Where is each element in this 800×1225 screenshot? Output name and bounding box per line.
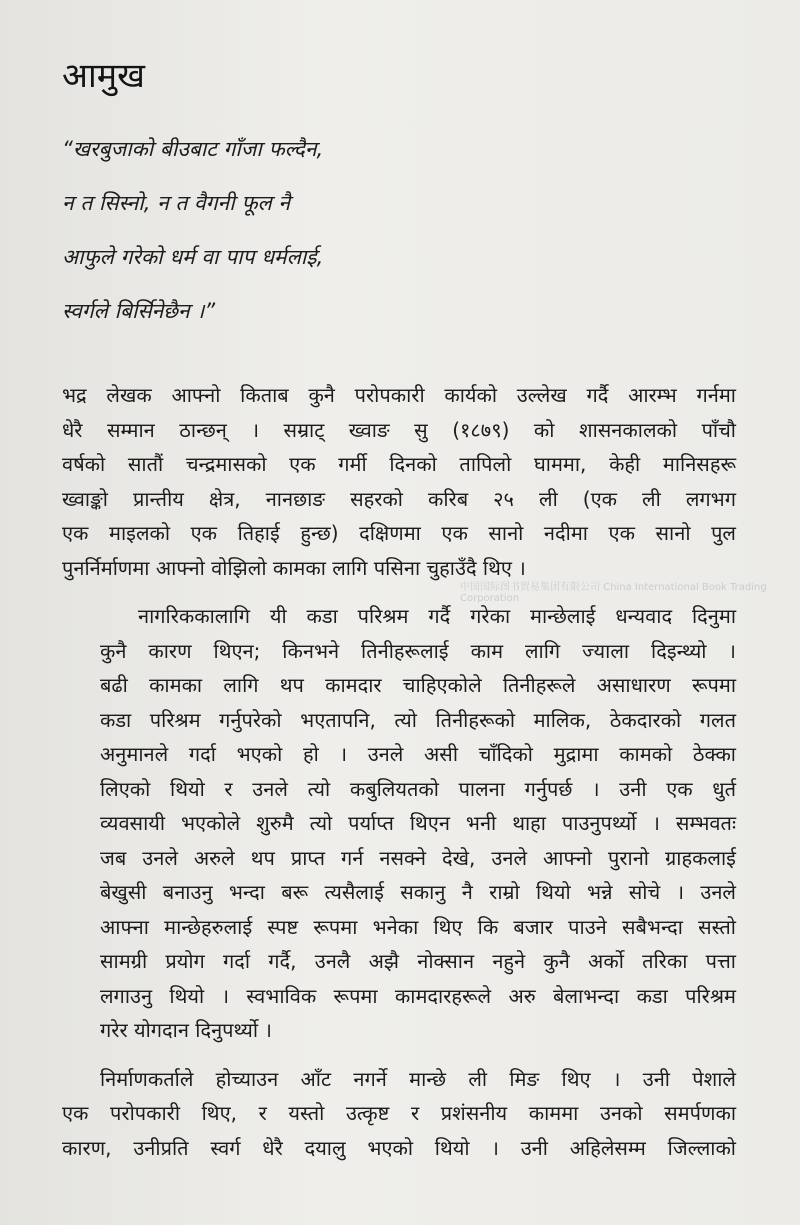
publisher-watermark: 中国国际图书贸易集团有限公司 China International Book Trading Corporation <box>460 582 767 604</box>
epigraph-poem <box>62 122 736 338</box>
text-line: धेरै सम्मान ठान्छन् । सम्राट् ख्वाङ सु (१८७९) को शासनकालको पाँचौ <box>62 417 736 442</box>
text-line: कडा परिश्रम गर्नुपरेको भएतापनि, त्यो तिनीहरूको मालिक, ठेकदारको गलत <box>100 707 736 732</box>
text-line: अनुमानले गर्दा भएको हो । उनले असी चाँदिको मुद्रामा कामको ठेक्का <box>100 742 736 766</box>
text-line: वर्षको सातौं चन्द्रमासको एक गर्मी दिनको तापिलो घाममा, केही मानिसहरू <box>62 452 736 476</box>
poem-line: न त सिस्नो, न त वैगनी फूल नै <box>62 191 291 215</box>
text-line: कारण, उनीप्रति स्वर्ग धेरै दयालु भएको थियो । उनी अहिलेसम्म जिल्लाको <box>62 1135 736 1160</box>
text-line: निर्माणकर्ताले होच्याउन आँट नगर्ने मान्छे ली मिङ थिए । उनी पेशाले <box>100 1066 736 1091</box>
text-line: व्यवसायी भएकोले शुरुमै त्यो पर्याप्त थिएन भनी थाहा पाउनुपर्थ्यो । सम्भवतः <box>100 811 736 835</box>
text-line: ख्वाङ्को प्रान्तीय क्षेत्र, नानछाङ सहरको करिब २५ ली (एक ली लगभग <box>62 486 736 511</box>
text-line: कुनै कारण थिएन; किनभने तिनीहरूलाई काम लागि ज्याला दिइन्थ्यो । <box>100 638 736 663</box>
page-title: आमुख <box>62 56 145 96</box>
text-line: एक परोपकारी थिए, र यस्तो उत्कृष्ट र प्रशंसनीय काममा उनको समर्पणका <box>62 1101 736 1125</box>
text-line: बढी कामका लागि थप कामदार चाहिएकोले तिनीहरूले असाधारण रूपमा <box>100 673 736 697</box>
poem-line: स्वर्गले बिर्सिनेछैन ।” <box>62 299 216 323</box>
text-line: लिएको थियो र उनले त्यो कबुलियतको पालना गर्नुपर्छ । उनी एक धुर्त <box>100 776 736 801</box>
text-line: आफ्ना मान्छेहरुलाई स्पष्ट रूपमा भनेका थिए कि बजार पाउने सबैभन्दा सस्तो <box>100 914 736 939</box>
text-line: पुनर्निर्माणमा आफ्नो वोझिलो कामका लागि पसिना चुहाउँदै थिए । <box>62 555 526 580</box>
text-line: एक माइलको एक तिहाई हुन्छ) दक्षिणमा एक सानो नदीमा एक सानो पुल <box>62 521 736 545</box>
text-line: गरेर योगदान दिनुपर्थ्यो । <box>100 1018 272 1042</box>
text-line: भद्र लेखक आफ्नो किताब कुनै परोपकारी कार्यको उल्लेख गर्दै आरम्भ गर्नमा <box>62 383 736 407</box>
text-line: लगाउनु थियो । स्वभाविक रूपमा कामदारहरूले अरु बेलाभन्दा कडा परिश्रम <box>100 983 736 1008</box>
text-line: नागरिककालागि यी कडा परिश्रम गर्दै गरेका मान्छेलाई धन्यवाद दिनुमा <box>138 604 736 628</box>
poem-line: “खरबुजाको बीउबाट गाँजा फल्दैन, <box>62 137 324 161</box>
paragraph-2 <box>62 599 736 1048</box>
poem-line: आफुले गरेको धर्म वा पाप धर्मलाई, <box>62 245 324 269</box>
text-line: बेखुसी बनाउनु भन्दा बरू त्यसैलाई सकानु नै राम्रो थियो भन्ने सोचे । उनले <box>100 880 736 904</box>
text-line: जब उनले अरुले थप प्राप्त गर्न नसक्ने देखे, उनले आफ्नो पुरानो ग्राहकलाई <box>100 845 736 870</box>
text-line: सामग्री प्रयोग गर्दा गर्दै, उनलै अझै नोक्सान नहुने कुनै अर्को तरिका पत्ता <box>100 949 736 973</box>
paragraph-1 <box>62 378 736 585</box>
paragraph-3 <box>62 1062 736 1166</box>
